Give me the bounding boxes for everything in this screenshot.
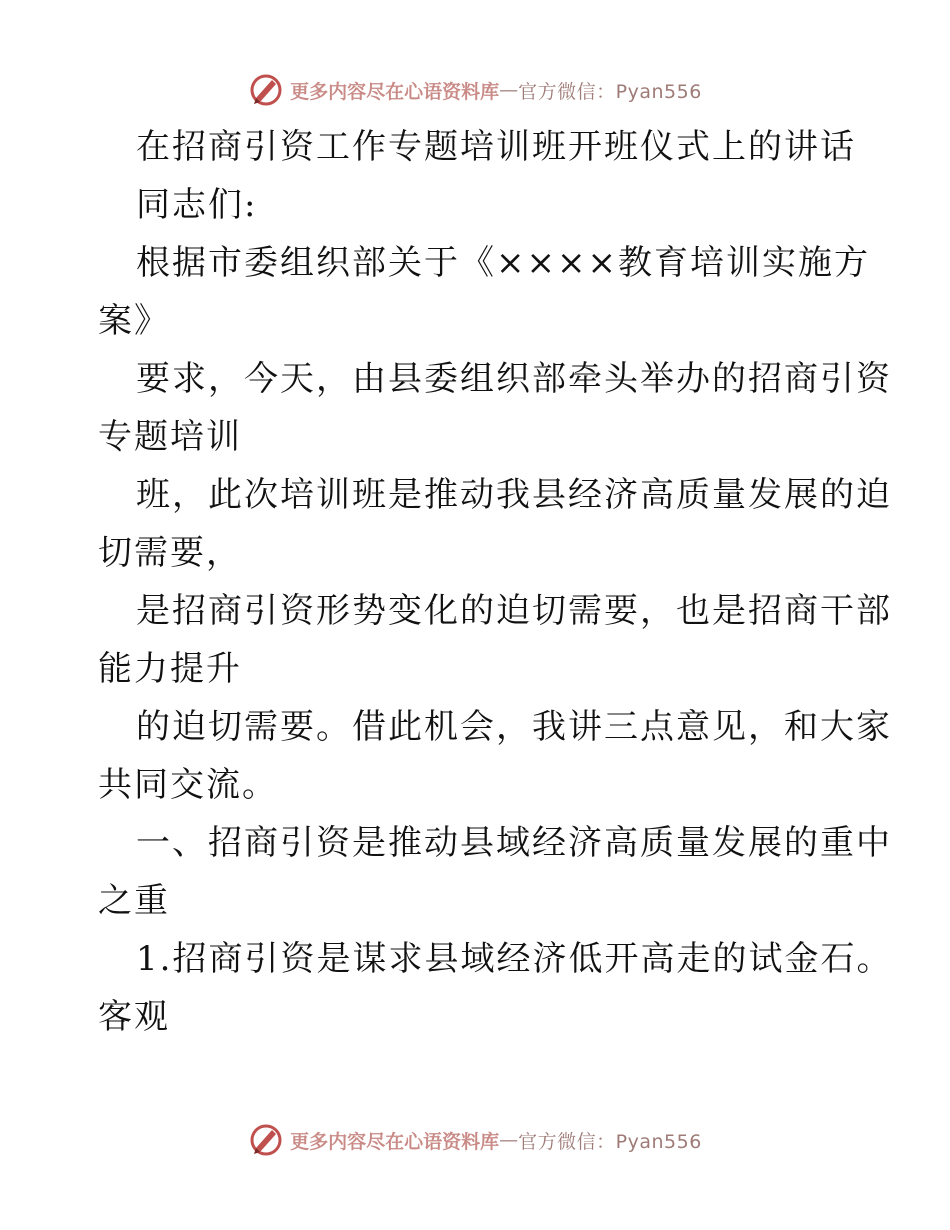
watermark-contact: 官方微信：Pyan556 — [518, 80, 702, 103]
text-line: 的迫切需要。借此机会，我讲三点意见，和大家 — [136, 707, 892, 747]
watermark-brand: 更多内容尽在心语资料库 — [290, 1130, 500, 1153]
section-heading: 一、招商引资是推动县域经济高质量发展的重中 — [136, 823, 892, 863]
text-line: 根据市委组织部关于《××××教育培训实施方 — [136, 243, 870, 283]
text-line: 班，此次培训班是推动我县经济高质量发展的迫 — [136, 475, 892, 515]
watermark-text — [290, 1127, 702, 1154]
text-line: 专题培训 — [98, 417, 242, 457]
watermark-contact: 官方微信：Pyan556 — [518, 1130, 702, 1153]
watermark-brand: 更多内容尽在心语资料库 — [290, 80, 500, 103]
text-line: 能力提升 — [98, 649, 242, 689]
watermark-text — [290, 77, 702, 104]
section-heading-cont: 之重 — [98, 881, 170, 921]
text-line: 切需要， — [98, 533, 242, 573]
watermark-separator: — — [499, 1129, 519, 1151]
header-watermark — [0, 70, 950, 110]
watermark-separator: — — [499, 79, 519, 101]
text-line: 案》 — [98, 301, 170, 341]
text-line: 客观 — [98, 997, 170, 1037]
pen-logo-icon — [248, 1122, 284, 1158]
text-line: 共同交流。 — [98, 765, 278, 805]
document-title: 在招商引资工作专题培训班开班仪式上的讲话 — [136, 127, 856, 167]
text-line: 1.招商引资是谋求县域经济低开高走的试金石。 — [136, 939, 893, 979]
text-line: 要求，今天，由县委组织部牵头举办的招商引资 — [136, 359, 892, 399]
footer-watermark — [0, 1120, 950, 1160]
pen-logo-icon — [248, 72, 284, 108]
text-line: 是招商引资形势变化的迫切需要，也是招商干部 — [136, 591, 892, 631]
greeting: 同志们: — [136, 185, 258, 225]
document-body — [98, 118, 893, 1046]
